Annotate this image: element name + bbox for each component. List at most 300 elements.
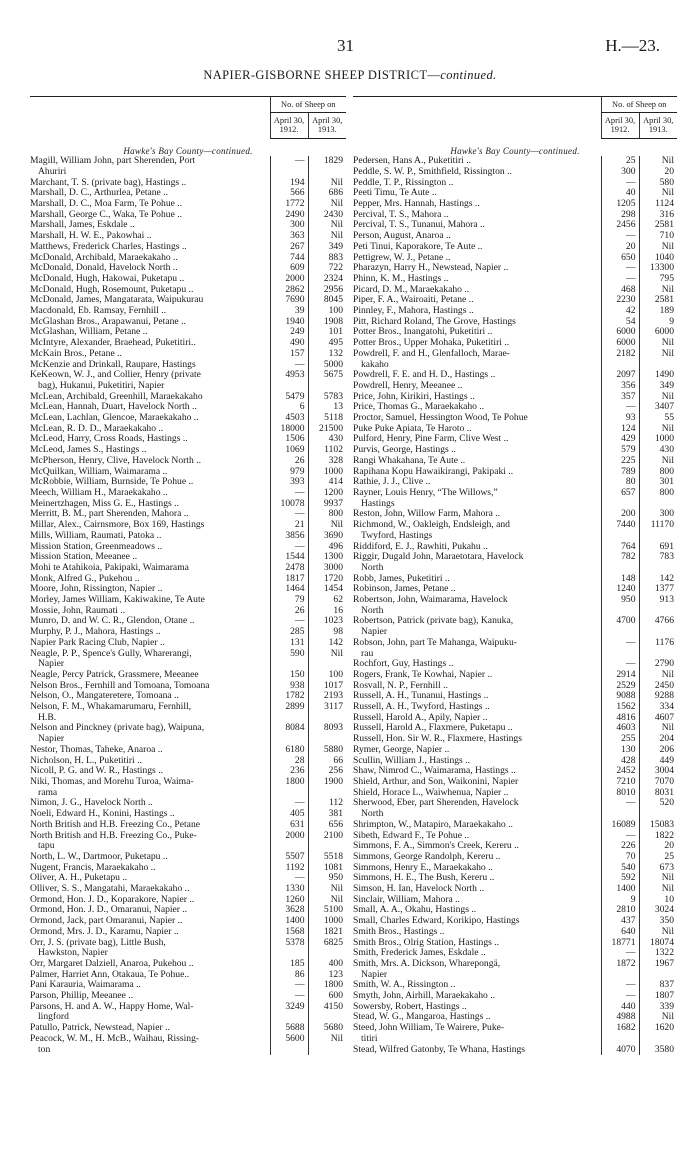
sheep-1913-cell: 2193 [308,691,346,702]
name-column-header [30,97,270,139]
left-column [30,96,346,1055]
owner-cell: Meech, William H., Maraekakaho .. [30,488,168,498]
sheep-1912-cell: 8084 [270,723,308,734]
page-number: 31 [337,36,354,55]
table-row [30,295,346,306]
owner-cell: titiri [361,1033,378,1044]
sheep-1913-cell: 189 [639,306,677,317]
sheep-1912-cell: — [270,156,308,167]
owner-cell: KeKeown, W. J., and Collier, Henry (private [30,370,201,381]
sheep-1912-cell: 1568 [270,927,308,938]
owner-cell: Powdrell, F. and H., Glenfalloch, Marae- [353,348,510,359]
sheep-1912-cell: 437 [601,916,639,927]
table-row [30,574,346,585]
table-row [353,681,677,692]
table-row [353,595,677,606]
sheep-1912-cell: 2000 [270,831,308,842]
sheep-1913-cell: 9937 [308,499,346,510]
owner-cell: Nicholson, H. L., Puketitiri .. [30,755,142,766]
sheep-1913-cell: 5675 [308,370,346,381]
sheep-1912-cell: 2456 [601,220,639,231]
sheep-1912-cell [601,970,639,981]
table-row [30,156,346,167]
table-row [30,563,346,574]
table-row [30,434,346,445]
table-row [30,681,346,692]
owner-cell: Smyth, John, Airhill, Maraekakaho .. [353,991,496,1002]
sheep-1913-cell: 4150 [308,1002,346,1013]
owner-cell: Riggir, Dugald John, Maraetotara, Havelock [353,552,524,563]
owner-cell: Pinnley, F., Mahora, Hastings .. [353,306,474,317]
owner-cell: Neagle, P. P., Spence's Gully, Wharerangi, [30,648,192,659]
table-row [30,167,346,178]
table-row [353,820,677,831]
sheep-1912-cell: 42 [601,306,639,317]
sheep-1912-cell: 148 [601,574,639,585]
sheep-1912-cell: 54 [601,317,639,328]
owner-cell: Piper, F. A., Wairoaiti, Petane .. [353,295,474,306]
owner-cell: Price, John, Kirikiri, Hastings .. [353,391,475,402]
table-row [353,980,677,991]
table-row [353,199,677,210]
sheep-1912-cell: 592 [601,873,639,884]
table-row [353,552,677,563]
page-reference: H.—23. [605,36,660,55]
sheep-1913-cell: 3000 [308,563,346,574]
owner-cell: Shield, Horace L., Waiwhenua, Napier .. [353,787,509,798]
sheep-1913-cell: 673 [639,863,677,874]
owner-cell: Napier [361,969,388,980]
table-row [353,863,677,874]
owner-cell: Nimon, J. G., Havelock North .. [30,798,153,809]
sheep-1912-cell: 1192 [270,863,308,874]
sheep-1913-cell: 430 [308,434,346,445]
sheep-1913-cell: 101 [308,327,346,338]
owner-cell: Twyford, Hastings [361,530,433,541]
sheep-1912-cell: 5600 [270,1034,308,1045]
owner-cell: Rangi Whakahana, Te Aute .. [353,455,466,466]
sheep-1912-cell: 2452 [601,766,639,777]
sheep-1913-cell: 800 [308,509,346,520]
sheep-1913-cell: 2450 [639,681,677,692]
sheep-1913-cell: 301 [639,477,677,488]
table-row [30,349,346,360]
owner-cell: Napier Park Racing Club, Napier .. [30,637,165,648]
table-row [30,445,346,456]
owner-cell: Meinertzhagen, Miss G. E., Hastings .. [30,498,179,509]
sheep-1912-cell: 2899 [270,702,308,713]
sheep-1912-cell: 7440 [601,520,639,531]
owner-cell: Shrimpton, W., Matapiro, Maraekakaho .. [353,819,513,830]
table-row [30,702,346,713]
owner-cell: Stead, Wilfred Gatonby, Te Whana, Hastings [353,1044,526,1055]
sheep-1913-cell: 1821 [308,927,346,938]
sheep-1913-cell: 8031 [639,788,677,799]
sheep-1912-cell [270,381,308,392]
sheep-1912-cell: — [601,178,639,189]
table-row [353,948,677,959]
sheep-1912-cell: 1400 [601,884,639,895]
table-row [353,499,677,510]
table-row [353,916,677,927]
table-row [30,659,346,670]
table-row [353,531,677,542]
owner-cell: Mission Station, Greenmeadows .. [30,541,163,552]
table-row [30,584,346,595]
sheep-1912-cell: 2810 [601,905,639,916]
sheep-1913-cell: 3690 [308,531,346,542]
sheep-1913-cell: 3580 [639,1045,677,1056]
sheep-1912-cell: 428 [601,756,639,767]
sheep-1913-cell: 5783 [308,392,346,403]
sheep-1912-cell: 185 [270,959,308,970]
table-row [353,392,677,403]
table-row [353,616,677,627]
owner-cell: Ormond, Mrs. J. D., Karamu, Napier .. [30,926,179,937]
table-row [30,188,346,199]
table-row [30,402,346,413]
owner-cell: Riddiford, E. J., Rawhiti, Pukahu .. [353,541,488,552]
owner-cell: Sinclair, William, Mahora .. [353,894,460,905]
sheep-1912-cell [601,531,639,542]
owner-cell: Marshall, H. W. E., Pakowhai .. [30,231,152,242]
table-row [30,488,346,499]
table-row [30,327,346,338]
table-row [30,841,346,852]
table-row [30,884,346,895]
table-row [353,1045,677,1056]
sheep-1913-cell: 691 [639,542,677,553]
sheep-1913-cell: Nil [639,873,677,884]
sheep-1912-cell: 3856 [270,531,308,542]
table-row [353,1034,677,1045]
table-row [353,306,677,317]
date-a-header: April 30, 1912. [601,112,639,138]
sheep-1912-cell [601,627,639,638]
table-row [353,317,677,328]
sheep-1913-cell: 686 [308,188,346,199]
sheep-1913-cell: 1377 [639,584,677,595]
table-row [30,713,346,724]
owner-cell: McLeod, Harry, Cross Roads, Hastings .. [30,434,188,445]
table-row [30,616,346,627]
owner-cell: McKain Bros., Petane .. [30,348,122,359]
sheep-1913-cell [639,1034,677,1045]
sheep-1913-cell: 349 [308,242,346,253]
sheep-table-left [30,96,346,1055]
sheep-1913-cell: 1000 [308,916,346,927]
owner-cell: McLean, Hannah, Duart, Havelock North .. [30,402,197,413]
owner-cell: Nugent, Francis, Maraekakaho .. [30,862,156,873]
owner-cell: Rosvall, N. P., Fernhill .. [353,680,448,691]
owner-cell: Monk, Alfred G., Pukehou .. [30,573,140,584]
sheep-1913-cell: Nil [308,220,346,231]
sheep-1913-cell [308,948,346,959]
table-row [30,670,346,681]
table-row [30,959,346,970]
sheep-1912-cell: 79 [270,595,308,606]
table-row [30,927,346,938]
table-row [353,713,677,724]
section-title: Hawke's Bay County—continued. [450,145,580,156]
sheep-1912-cell: 20 [601,242,639,253]
sheep-1913-cell [639,809,677,820]
owner-cell: rau [361,648,374,659]
table-body-left [30,138,346,1055]
table-row [353,242,677,253]
sheep-1913-cell: 449 [639,756,677,767]
sheep-1913-cell: 10 [639,895,677,906]
sheep-1912-cell: 590 [270,649,308,660]
sheep-1913-cell: 5000 [308,360,346,371]
table-row [30,831,346,842]
owner-cell: Scullin, William J., Hastings .. [353,755,470,766]
table-row [353,691,677,702]
sheep-1912-cell [270,734,308,745]
sheep-1913-cell: Nil [639,670,677,681]
sheep-1913-cell: 66 [308,756,346,767]
sheep-1912-cell: — [270,542,308,553]
sheep-1913-cell: 5518 [308,852,346,863]
table-row [353,788,677,799]
table-row [353,349,677,360]
table-row [30,627,346,638]
right-column [353,96,677,1055]
owner-cell: Peeti Timu, Te Aute .. [353,188,437,199]
sheep-1913-cell: 1720 [308,574,346,585]
table-row [353,927,677,938]
sheep-1913-cell: 2581 [639,295,677,306]
owner-cell: Steed, John William, Te Wairere, Puke- [353,1023,505,1034]
sheep-1913-cell [308,659,346,670]
owner-cell: North British and H.B. Freezing Co., Petane [30,819,200,830]
table-row [30,905,346,916]
sheep-1912-cell: 1330 [270,884,308,895]
table-row [30,1034,346,1045]
table-row [353,402,677,413]
owner-cell: Percival, T. S., Tunanui, Mahora .. [353,220,485,231]
table-row [353,574,677,585]
owner-cell: Percival, T. S., Mahora .. [353,209,449,220]
table-row [353,413,677,424]
sheep-1913-cell: 2430 [308,210,346,221]
date-b-header: April 30, 1913. [639,112,677,138]
table-row [353,606,677,617]
sheep-1912-cell: — [601,991,639,1002]
sheep-1912-cell: — [270,360,308,371]
sheep-1912-cell: 7690 [270,295,308,306]
sheep-1912-cell: 300 [270,220,308,231]
sheep-1913-cell: 4766 [639,616,677,627]
sheep-1913-cell: Nil [639,349,677,360]
sheep-1912-cell [270,1045,308,1056]
sheep-1912-cell: 357 [601,392,639,403]
sheep-1912-cell: 782 [601,552,639,563]
sheep-1913-cell: 5100 [308,905,346,916]
owner-cell: Marshall, George C., Waka, Te Pohue .. [30,209,183,220]
sheep-1912-cell: 950 [601,595,639,606]
sheep-1912-cell: — [601,659,639,670]
sheep-1913-cell: 334 [639,702,677,713]
sheep-1912-cell: 6000 [601,327,639,338]
owner-cell: Murphy, P. J., Mahora, Hastings .. [30,627,161,638]
owner-cell: Smith, W. A., Rissington .. [353,980,456,991]
owner-cell: Robertson, John, Waimarama, Havelock [353,595,508,606]
sheep-1913-cell: 206 [639,745,677,756]
sheep-1913-cell [308,167,346,178]
table-row [30,210,346,221]
sheep-1913-cell: 1000 [639,434,677,445]
name-column-header [353,97,601,139]
table-row [353,563,677,574]
owner-cell: Ormond, Hon. J. D., Omaranui, Napier .. [30,905,188,916]
sheep-1912-cell: — [270,509,308,520]
table-row [353,231,677,242]
sheep-1912-cell: — [270,873,308,884]
sheep-1913-cell: 950 [308,873,346,884]
owner-cell: Palmer, Harriet Ann, Otakaua, Te Pohue.. [30,969,190,980]
table-row [353,156,677,167]
owner-cell: McDonald, Hugh, Rosemount, Puketapu .. [30,284,194,295]
sheep-1912-cell: 1240 [601,584,639,595]
table-row [353,445,677,456]
table-row [353,649,677,660]
sheep-1912-cell: — [601,263,639,274]
owner-cell: rama [38,787,58,798]
sheep-1913-cell: 783 [639,552,677,563]
owner-cell: Niki, Thomas, and Morehu Turoa, Waima- [30,776,194,787]
sheep-1913-cell: Nil [308,884,346,895]
date-b-header: April 30, 1913. [308,112,346,138]
table-row [30,723,346,734]
sheep-1912-cell: 4816 [601,713,639,724]
owner-cell: Pedersen, Hans A., Puketitiri .. [353,156,472,167]
sheep-1912-cell [601,563,639,574]
table-row [353,959,677,970]
sheep-1913-cell: 580 [639,178,677,189]
sheep-1913-cell: 21500 [308,424,346,435]
sheep-1912-cell: 657 [601,488,639,499]
sheep-1913-cell: 1081 [308,863,346,874]
owner-cell: Pulford, Henry, Pine Farm, Clive West .. [353,434,509,445]
sheep-1912-cell: 650 [601,253,639,264]
owner-cell: Simson, H. Ian, Havelock North .. [353,884,485,895]
sheep-1912-cell: 93 [601,413,639,424]
owner-cell: Peti Tinui, Kaporakore, Te Aute .. [353,241,483,252]
sheep-count-header: No. of Sheep on [270,97,346,113]
owner-cell: Picard, D. M., Maraekakaho .. [353,284,470,295]
sheep-1912-cell: 5479 [270,392,308,403]
table-row [353,488,677,499]
sheep-1912-cell: 249 [270,327,308,338]
sheep-1913-cell [639,627,677,638]
table-row [353,178,677,189]
sheep-1912-cell: 393 [270,477,308,488]
table-row [30,381,346,392]
sheep-1912-cell: — [601,980,639,991]
sheep-1912-cell: 5507 [270,852,308,863]
sheep-1913-cell: Nil [639,723,677,734]
owner-cell: Reston, John, Willow Farm, Mahora .. [353,509,501,520]
table-row [353,756,677,767]
sheep-1913-cell: 1124 [639,199,677,210]
sheep-1913-cell: 3117 [308,702,346,713]
owner-cell: Marchant, T. S. (private bag), Hastings .. [30,177,187,188]
sheep-1913-cell: Nil [639,188,677,199]
owner-cell: tapu [38,841,55,852]
owner-cell: Peacock, W. M., H. McB., Waihau, Rissing- [30,1033,200,1044]
table-row [30,392,346,403]
owner-cell: North [361,605,384,616]
sheep-1912-cell: 4953 [270,370,308,381]
sheep-1913-cell: Nil [639,156,677,167]
owner-cell: Moore, John, Rissington, Napier .. [30,584,163,595]
sheep-1913-cell: Nil [639,1012,677,1023]
owner-cell: Rymer, George, Napier .. [353,744,450,755]
table-row [30,253,346,264]
sheep-1913-cell: 328 [308,456,346,467]
sheep-1913-cell [639,606,677,617]
table-row [30,895,346,906]
sheep-1913-cell: 18074 [639,938,677,949]
table-row [353,723,677,734]
owner-cell: Smith, Mrs. A. Dickson, Wharepongä, [353,958,501,969]
owner-cell: Mills, William, Raumati, Patoka .. [30,530,162,541]
table-row [353,809,677,820]
sheep-1913-cell: 16 [308,606,346,617]
sheep-table-right [353,96,677,1055]
table-row [30,980,346,991]
sheep-1912-cell: 4070 [601,1045,639,1056]
owner-cell: Pitt, Richard Roland, The Grove, Hastings [353,316,516,327]
sheep-1913-cell: 9 [639,317,677,328]
table-row [353,798,677,809]
sheep-1912-cell: 6 [270,402,308,413]
owner-cell: North [361,562,384,573]
table-row [30,552,346,563]
owner-cell: Merritt, B. M., part Sherenden, Mahora .. [30,509,189,520]
table-row [30,285,346,296]
sheep-1912-cell: 744 [270,253,308,264]
table-row [353,467,677,478]
table-row [353,1002,677,1013]
table-row [353,627,677,638]
sheep-1913-cell: Nil [308,649,346,660]
owner-cell: Pani Karauria, Waimarama .. [30,980,141,991]
sheep-1912-cell: 405 [270,809,308,820]
sheep-1913-cell: 7070 [639,777,677,788]
owner-cell: Russell, Hon. Sir W. R., Flaxmere, Hastings [353,734,522,745]
owner-cell: Robb, James, Puketitiri .. [353,573,450,584]
sheep-1912-cell: 6000 [601,338,639,349]
owner-cell: Robertson, Patrick (private bag), Kanuka, [353,616,514,627]
sheep-1912-cell: 200 [601,509,639,520]
owner-cell: Purvis, George, Hastings .. [353,445,456,456]
sheep-1913-cell: 913 [639,595,677,606]
sheep-1913-cell: 1017 [308,681,346,692]
sheep-1913-cell: 132 [308,349,346,360]
owner-cell: Rathie, J. J., Clive .. [353,477,431,488]
owner-cell: McDonald, James, Mangatarata, Waipukurau [30,295,204,306]
sheep-1912-cell: 70 [601,852,639,863]
sheep-1913-cell: 142 [308,638,346,649]
sheep-1912-cell: 18771 [601,938,639,949]
section-title: Hawke's Bay County—continued. [123,145,253,156]
sheep-1913-cell [308,713,346,724]
sheep-1913-cell: 2324 [308,274,346,285]
owner-cell: Shaw, Nimrod C., Waimarama, Hastings .. [353,766,516,777]
table-row [30,777,346,788]
